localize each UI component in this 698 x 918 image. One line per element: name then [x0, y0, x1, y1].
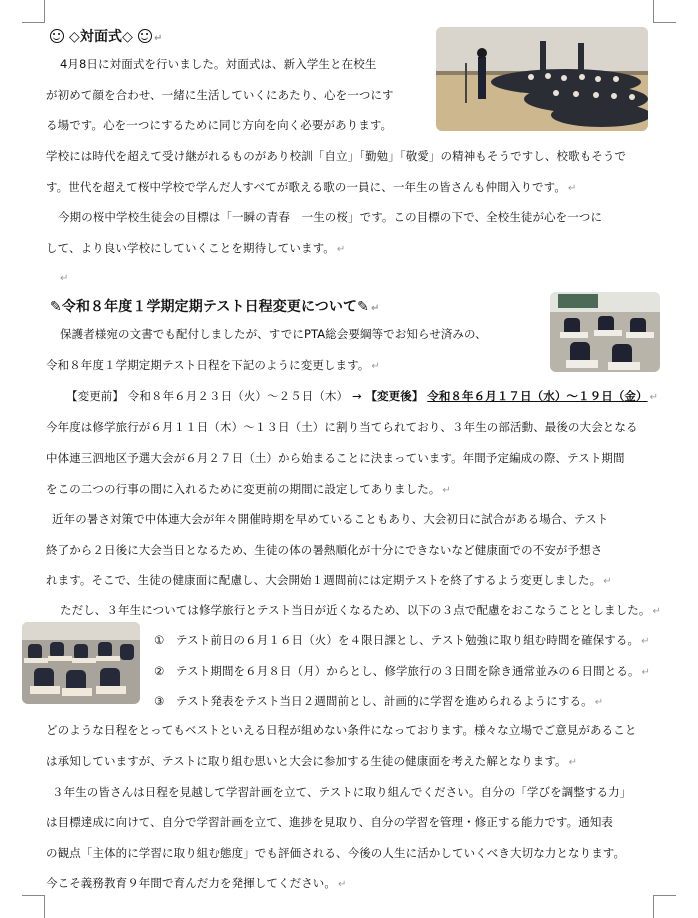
- before-value: 令和８年６月２３日（火）～２５日（木）: [127, 389, 349, 403]
- schedule-change-line: 【変更前】 令和８年６月２３日（火）～２５日（木） → 【変更後】 令和８年６月１７日（水）～１９日（金） ↵: [66, 389, 659, 403]
- photo-ceremony: [436, 27, 648, 131]
- after-value: 令和８年６月１７日（水）～１９日（金）: [427, 389, 648, 403]
- paragraph-mark-icon: ↵: [370, 303, 380, 314]
- paragraph-line: をこの二つの行事の間に入れるために変更前の期間に設定してありました。 ↵: [46, 482, 451, 496]
- list-item: ① テスト前日の６月１６日（火）を４限日課とし、テスト勉強に取り組む時間を確保する。 ↵: [154, 633, 650, 647]
- paragraph-line: は目標達成に向けて、自分で学習計画を立て、進捗を見取り、自分の学習を管理・修正する能力です。通知表: [46, 815, 614, 829]
- paragraph-line: どのような日程をとってもベストといえる日程が組めない条件になっております。様々な立場でご意見があること: [46, 723, 637, 737]
- paragraph-line: ３年生の皆さんは日程を見越して学習計画を立て、テストに取り組んでください。自分の「学びを調整する力」: [52, 785, 632, 799]
- paragraph-line: す。世代を超えて桜中学校で学んだ人すべてが歌える歌の一員に、一年生の皆さんも仲間入りです。 ↵: [46, 180, 577, 194]
- list-item: ② テスト期間を６月８日（月）からとし、修学旅行の３日間を除き通常並みの６日間とる。 ↵: [154, 664, 651, 678]
- before-label: 【変更前】: [66, 389, 124, 403]
- paragraph-line: は承知していますが、テストに取り組む思いと大会に参加する生徒の健康面を考えた解となります。 ↵: [46, 754, 578, 768]
- section-title-taimenshiki: [50, 28, 163, 48]
- pencil-icon: ✎: [357, 299, 369, 315]
- paragraph-line: の観点「主体的に学習に取り組む態度」でも評価される、今後の人生に活かしていくべき大切な力となります。: [46, 846, 626, 860]
- photo-classroom: [550, 292, 660, 372]
- after-label: 【変更後】: [365, 389, 424, 403]
- empty-paragraph: ↵: [60, 273, 69, 284]
- photo-test-room: [22, 622, 140, 704]
- paragraph-line: 今こそ義務教育９年間で育んだ力を発揮してください。 ↵: [46, 876, 347, 890]
- paragraph-mark-icon: ↵: [154, 33, 163, 44]
- paragraph-line: 4月8日に対面式を行いました。対面式は、新入学生と在校生: [60, 57, 377, 71]
- paragraph-line: 令和８年度１学期定期テスト日程を下記のように変更します。 ↵: [46, 358, 380, 372]
- crop-mark-bottom-left: [22, 895, 45, 918]
- paragraph-line: る場です。心を一つにするために同じ方向を向く必要があります。: [46, 118, 393, 132]
- paragraph-line: 終了から２日後に大会当日となるため、生徒の体の暑熱順化が十分にできないなど健康面での不安が予想さ: [46, 543, 603, 557]
- section-title-text: 令和８年度１学期定期テスト日程変更について: [61, 299, 358, 315]
- crop-mark-top-right: [653, 0, 676, 23]
- paragraph-line: 近年の暑さ対策で中体連大会が年々開催時期を早めていることもあり、大会初日に試合がある場合、テスト: [52, 512, 609, 526]
- paragraph-line: れます。そこで、生徒の健康面に配慮し、大会開始１週間前には定期テストを終了するよう変更しました。 ↵: [46, 573, 612, 587]
- section-title-text: ◇対面式◇: [68, 29, 134, 45]
- pencil-icon: ✎: [50, 299, 62, 315]
- paragraph-line: が初めて顔を合わせ、一緒に生活していくにあたり、心を一つにす: [46, 88, 394, 102]
- paragraph-line: 今期の桜中学校生徒会の目標は「一瞬の青春 一生の桜」です。この目標の下で、全校生徒が心を一つに: [58, 210, 603, 224]
- crop-mark-bottom-right: [653, 895, 676, 918]
- paragraph-line: 今年度は修学旅行が６月１１日（木）～１３日（土）に割り当てられており、３年生の部活動、最後の大会となる: [46, 420, 638, 434]
- paragraph-line: して、より良い学校にしていくことを期待しています。 ↵: [46, 241, 346, 255]
- paragraph-line: 保護者様宛の文書でも配付しましたが、すでにPTA総会要綱等でお知らせ済みの、: [60, 327, 487, 341]
- paragraph-line: 学校には時代を超えて受け継がれるものがあり校訓「自立」「勤勉」「敬愛」の精神もそうですし、校歌もそうで: [46, 149, 627, 163]
- paragraph-line: 中体連三泗地区予選大会が６月２７日（土）から始まることに決まっています。年間予定編成の際、テスト期間: [46, 451, 625, 465]
- crop-mark-top-left: [22, 0, 45, 23]
- arrow: →: [351, 389, 362, 403]
- smiley-icon: [50, 29, 64, 43]
- list-item: ③ テスト発表をテスト当日２週間前とし、計画的に学習を進められるようにする。 ↵: [154, 694, 604, 708]
- paragraph-line: ただし、３年生については修学旅行とテスト当日が近くなるため、以下の３点で配慮をおこなうこととしました。 ↵: [60, 603, 661, 617]
- section-title-test-schedule: [50, 298, 379, 318]
- smiley-icon: [138, 29, 152, 43]
